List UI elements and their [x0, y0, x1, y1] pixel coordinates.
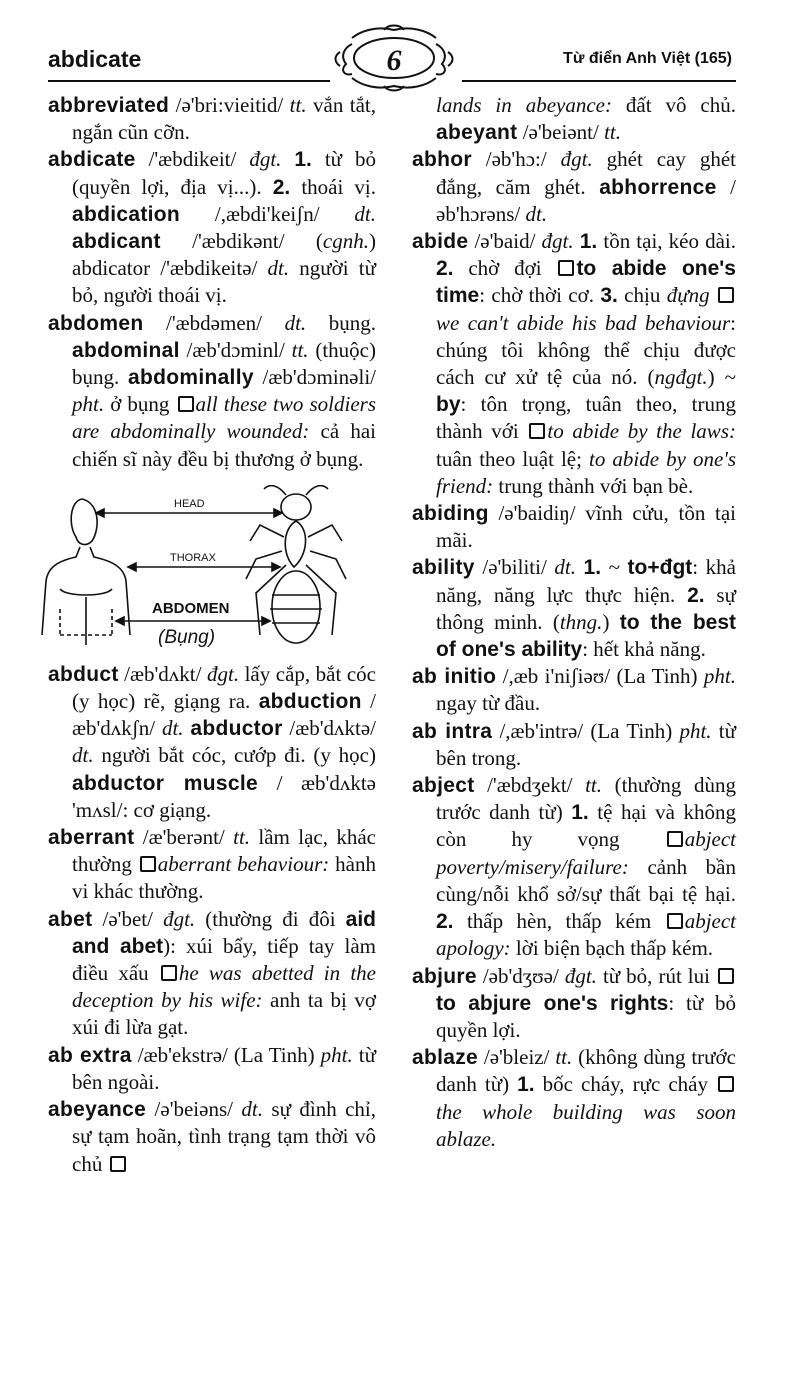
entry-ablaze — [412, 1044, 736, 1153]
example: to abide by one's friend: — [436, 446, 737, 498]
usage-label: cgnh. — [322, 229, 369, 254]
part-of-speech: pht. — [703, 664, 737, 689]
definition: ở bụng — [104, 392, 176, 417]
definition: bốc cháy, rực cháy — [534, 1072, 717, 1097]
example-box-icon — [178, 396, 194, 412]
sense-number: 1. — [583, 556, 602, 580]
definition: (thường đi đôi — [195, 906, 346, 931]
part-of-speech: đgt. — [249, 147, 282, 172]
derived-headword: abductor muscle — [72, 771, 258, 795]
part-of-speech: dt. — [525, 201, 548, 226]
example-box-icon — [558, 260, 574, 276]
derived-headword: abduction — [258, 690, 362, 714]
ant-head — [281, 494, 311, 520]
text — [710, 283, 716, 307]
entry-abiding — [412, 500, 736, 554]
man-head — [71, 499, 97, 544]
derived-headword: abductor — [190, 717, 283, 741]
pronunciation: /ə'beiənt/ — [517, 120, 605, 145]
text: ~ — [601, 555, 628, 580]
headword: ab initio — [412, 665, 497, 689]
example: the whole building was soon ablaze. — [436, 1099, 736, 1151]
idiom: to abjure one's rights — [436, 991, 669, 1015]
entry-abide — [412, 228, 736, 500]
sense-number: 1. — [579, 230, 598, 254]
headword: abbreviated — [48, 94, 170, 117]
ant-hind-legs — [256, 565, 336, 635]
example: aberrant behaviour: — [157, 852, 330, 877]
label-head: HEAD — [174, 497, 205, 510]
derived-headword: abdication — [72, 202, 181, 226]
derived-headword: abdominally — [127, 366, 254, 390]
ant-front-legs — [250, 525, 342, 541]
part-of-speech: tt. — [289, 93, 307, 117]
pronunciation: /'æbdʒekt/ — [474, 773, 586, 798]
part-of-speech: đgt. — [541, 229, 574, 254]
definition: : khả năng, năng lực thực hiện. — [436, 555, 736, 607]
definition: ): xúi bẩy, tiếp tay làm điều xấu — [72, 933, 376, 986]
entry-abhor — [412, 146, 736, 228]
example-box-icon — [667, 831, 683, 847]
example-box-icon — [667, 913, 683, 929]
page-number-ornament — [0, 0, 800, 92]
entry-ab-intra — [412, 718, 736, 772]
example: all these two soldiers are abdominally wounded: — [72, 392, 376, 444]
derived-headword: abdicant — [72, 230, 161, 254]
definition: từ bỏ, rút lui — [596, 963, 716, 988]
illustration-svg — [20, 485, 350, 653]
entry-aberrant — [48, 824, 376, 906]
sense-number: 2. — [687, 583, 705, 607]
translation: cảnh bần cùng/nỗi khổ sở/sự thất bại tệ hại. — [436, 854, 736, 906]
definition: từ bên trong. — [436, 718, 736, 770]
definition: /ə'baidiŋ/ vĩnh cửu, tồn tại mãi. — [436, 501, 736, 553]
part-of-speech: đgt. — [560, 147, 593, 172]
pronunciation: /,æb'intrə/ (La Tinh) — [492, 718, 680, 743]
pronunciation: /'æbdəmen/ — [143, 310, 285, 335]
definition: từ bỏ (quyền lợi, địa vị...). — [72, 147, 376, 199]
pronunciation: /,æbdi'keiʃn/ — [180, 201, 355, 226]
entry-abdomen — [48, 310, 376, 473]
definition: thoái vị. — [290, 174, 377, 199]
example-box-icon — [161, 965, 177, 981]
definition: lấy cắp, bắt cóc (y học) rẽ, giạng ra. — [72, 661, 377, 714]
entry-abbreviated — [48, 92, 376, 146]
pronunciation: /əb'dʒʊə/ — [476, 963, 565, 988]
example-box-icon — [110, 1156, 126, 1172]
pronunciation: /ə'biliti/ — [474, 555, 555, 580]
man-chest-line — [60, 589, 112, 595]
pronunciation: /æb'dɔminəli/ — [253, 365, 376, 390]
pronunciation: /æ'berənt/ — [134, 825, 234, 850]
part-of-speech: dt. — [354, 201, 376, 226]
part-of-speech: đgt. — [206, 661, 240, 686]
headword: abhor — [412, 148, 472, 172]
definition: vắn tắt, ngắn cũn cỡn. — [72, 93, 376, 145]
example: he was abetted in the deception by his wife: — [72, 961, 376, 1013]
headword: ablaze — [412, 1046, 478, 1070]
usage-label: thng. — [559, 609, 603, 634]
label-thorax: THORAX — [170, 551, 216, 564]
sense-number: 1. — [571, 801, 589, 825]
part-of-speech: dt. — [72, 743, 94, 768]
pronunciation: /ə'bri:vieitid/ — [169, 93, 290, 117]
definition: sự đình chỉ, sự tạm hoãn, tình trạng tạm thời vô chủ — [72, 1097, 377, 1176]
definition: : tôn trọng, tuân theo, trung thành với — [436, 392, 736, 444]
definition: ngay từ đầu. — [436, 691, 541, 716]
headword: abeyance — [48, 1098, 147, 1122]
definition: người từ bỏ, người thoái vị. — [72, 256, 376, 308]
headword: abiding — [412, 502, 489, 526]
example: abject poverty/misery/failure: — [436, 827, 736, 879]
derived-headword: abdominal — [72, 338, 180, 362]
definition: tệ hại và không còn hy vọng — [436, 800, 736, 852]
headword: abide — [412, 230, 469, 254]
example: we can't abide his bad behaviour — [436, 310, 731, 335]
abdomen-illustration — [20, 485, 350, 653]
text: ) abdicator /'æbdikeitə/ — [72, 229, 376, 281]
page-header — [0, 0, 800, 92]
page-number: 6 — [386, 44, 402, 77]
text — [281, 147, 294, 171]
entry-abject — [412, 772, 736, 962]
definition: : hết khả năng. — [582, 637, 706, 662]
headword: ab extra — [48, 1043, 132, 1067]
entry-ab-extra — [48, 1042, 376, 1096]
text: ) ~ — [707, 365, 736, 390]
headword: ab intra — [412, 719, 493, 743]
entry-ab-initio — [412, 663, 736, 717]
headword: aberrant — [48, 826, 135, 850]
derived-headword: abeyant — [436, 121, 518, 145]
pronunciation: /ə'beiəns/ — [146, 1097, 242, 1122]
definition: lầm lạc, khác thường — [72, 825, 376, 877]
pronunciation: /'æbdikeit/ — [135, 147, 250, 172]
idiom: to abide one's time — [436, 257, 736, 308]
definition: tồn tại, kéo dài. — [597, 229, 736, 254]
headword: abdicate — [48, 148, 136, 172]
part-of-speech: dt. — [241, 1097, 263, 1122]
phrasal: by — [436, 393, 461, 417]
sense-number: 2. — [436, 910, 454, 934]
pronunciation: /æb'ekstrə/ (La Tinh) — [131, 1042, 321, 1067]
book-title: Từ điển Anh Việt (165) — [563, 50, 732, 67]
collocation: aid and abet — [72, 907, 376, 958]
example-box-icon — [718, 1076, 734, 1092]
sense-number: 1. — [517, 1073, 535, 1097]
example-box-icon — [718, 287, 734, 303]
definition: : từ bỏ quyền lợi. — [436, 990, 736, 1042]
translation: cả hai chiến sĩ này đều bị thương ở bụng. — [72, 419, 377, 471]
part-of-speech: dt. — [161, 716, 184, 741]
collocation: to+đgt — [627, 556, 693, 580]
part-of-speech: dt. — [267, 256, 290, 281]
translation: lời biện bạch thấp kém. — [510, 936, 714, 961]
definition: chờ đợi — [453, 256, 557, 281]
text — [576, 555, 584, 579]
definition: ghét cay ghét đắng, căm ghét. — [436, 147, 737, 199]
pronunciation: / æb'dʌktə 'mʌsl/: cơ giạng. — [72, 770, 376, 822]
definition: chịu — [617, 283, 667, 308]
translation: tuân theo luật lệ; — [436, 446, 590, 471]
part-of-speech: pht. — [320, 1042, 353, 1067]
pronunciation: /'æbdikənt/ ( — [160, 229, 323, 254]
pronunciation: /,æb i'niʃiəʊ/ (La Tinh) — [496, 664, 704, 689]
translation: hành vi khác thường. — [72, 852, 376, 904]
entry-ability — [412, 554, 736, 663]
headword: abdomen — [48, 311, 144, 335]
translation: : chúng tôi không thể chịu được cách cư xử tệ của nó. ( — [436, 310, 736, 390]
part-of-speech: đgt. — [564, 963, 597, 988]
part-of-speech: tt. — [291, 337, 309, 362]
sense-number: 1. — [294, 148, 312, 172]
left-column — [48, 92, 376, 1178]
translation: trung thành với bạn bè. — [493, 473, 694, 498]
part-of-speech: pht. — [679, 718, 712, 743]
definition: từ bên ngoài. — [72, 1042, 377, 1094]
usage-label: ngđgt. — [654, 365, 708, 390]
example: abject apology: — [436, 909, 736, 961]
pronunciation: /ə'bet/ — [92, 906, 164, 931]
example: lands in abeyance: — [436, 93, 612, 117]
part-of-speech: pht. — [72, 392, 105, 417]
part-of-speech: đgt. — [163, 906, 196, 931]
derived-headword: abhorrence — [599, 175, 717, 199]
entry-abduct — [48, 661, 376, 824]
entry-abeyance — [48, 1096, 376, 1178]
part-of-speech: tt. — [555, 1045, 573, 1070]
label-bung: (Bụng) — [158, 626, 216, 648]
pronunciation: /æb'dʌkt/ — [118, 661, 207, 686]
guide-word: abdicate — [48, 46, 142, 72]
idiom: to the best of one's ability — [436, 610, 736, 662]
headword: ability — [412, 556, 475, 580]
example-box-icon — [140, 856, 156, 872]
definition: : chờ thời cơ. — [479, 283, 601, 308]
pronunciation: /æb'dʌkʃn/ — [72, 689, 376, 741]
part-of-speech: tt. — [233, 825, 251, 850]
sense-number: 2. — [436, 257, 454, 281]
right-column — [412, 92, 736, 1153]
pronunciation: /ə'bleiz/ — [478, 1045, 556, 1070]
sense-number: 3. — [600, 284, 618, 308]
headword: abet — [48, 907, 93, 931]
definition: thấp hèn, thấp kém — [453, 909, 665, 934]
pronunciation: /æb'dʌktə/ — [282, 716, 377, 741]
example-box-icon — [529, 423, 545, 439]
translation: anh ta bị vợ xúi đi lừa gạt. — [72, 988, 377, 1040]
sense-number: 2. — [272, 175, 291, 199]
headword: abject — [412, 774, 475, 798]
text: ) — [602, 609, 620, 634]
translation: đất vô chủ. — [611, 93, 736, 117]
usage-note: (thường dùng trước danh từ) — [436, 773, 736, 825]
entry-abeyance-continued — [412, 92, 736, 146]
definition: bụng. — [306, 310, 377, 335]
ant-thorax — [285, 521, 305, 567]
pronunciation: /əb'hɔ:/ — [471, 147, 561, 172]
definition: người bắt cóc, cướp đi. (y học) — [93, 743, 376, 768]
pronunciation: /æb'dɔminl/ — [179, 337, 292, 362]
part-of-speech: dt. — [284, 310, 307, 335]
example: to abide by the laws: — [547, 419, 736, 444]
headword: abjure — [412, 964, 477, 988]
definition-italic: đựng — [666, 283, 710, 308]
ant-abdomen — [272, 571, 320, 643]
definition: sự thông minh. ( — [436, 582, 736, 634]
part-of-speech: tt. — [604, 120, 621, 145]
ant-abdomen-bands — [270, 595, 322, 623]
pronunciation: /əb'hɔrəns/ — [436, 174, 736, 226]
part-of-speech: tt. — [585, 773, 603, 798]
entry-abjure — [412, 963, 736, 1045]
headword: abduct — [48, 662, 119, 686]
entry-abet — [48, 906, 376, 1042]
example-box-icon — [718, 968, 734, 984]
definition: (thuộc) bụng. — [72, 337, 376, 390]
usage-note: (không dùng trước danh từ) — [436, 1045, 736, 1097]
part-of-speech: dt. — [554, 555, 576, 580]
pronunciation: /ə'baid/ — [468, 229, 542, 254]
label-abdomen: ABDOMEN — [152, 599, 230, 617]
entry-abdicate — [48, 146, 376, 309]
